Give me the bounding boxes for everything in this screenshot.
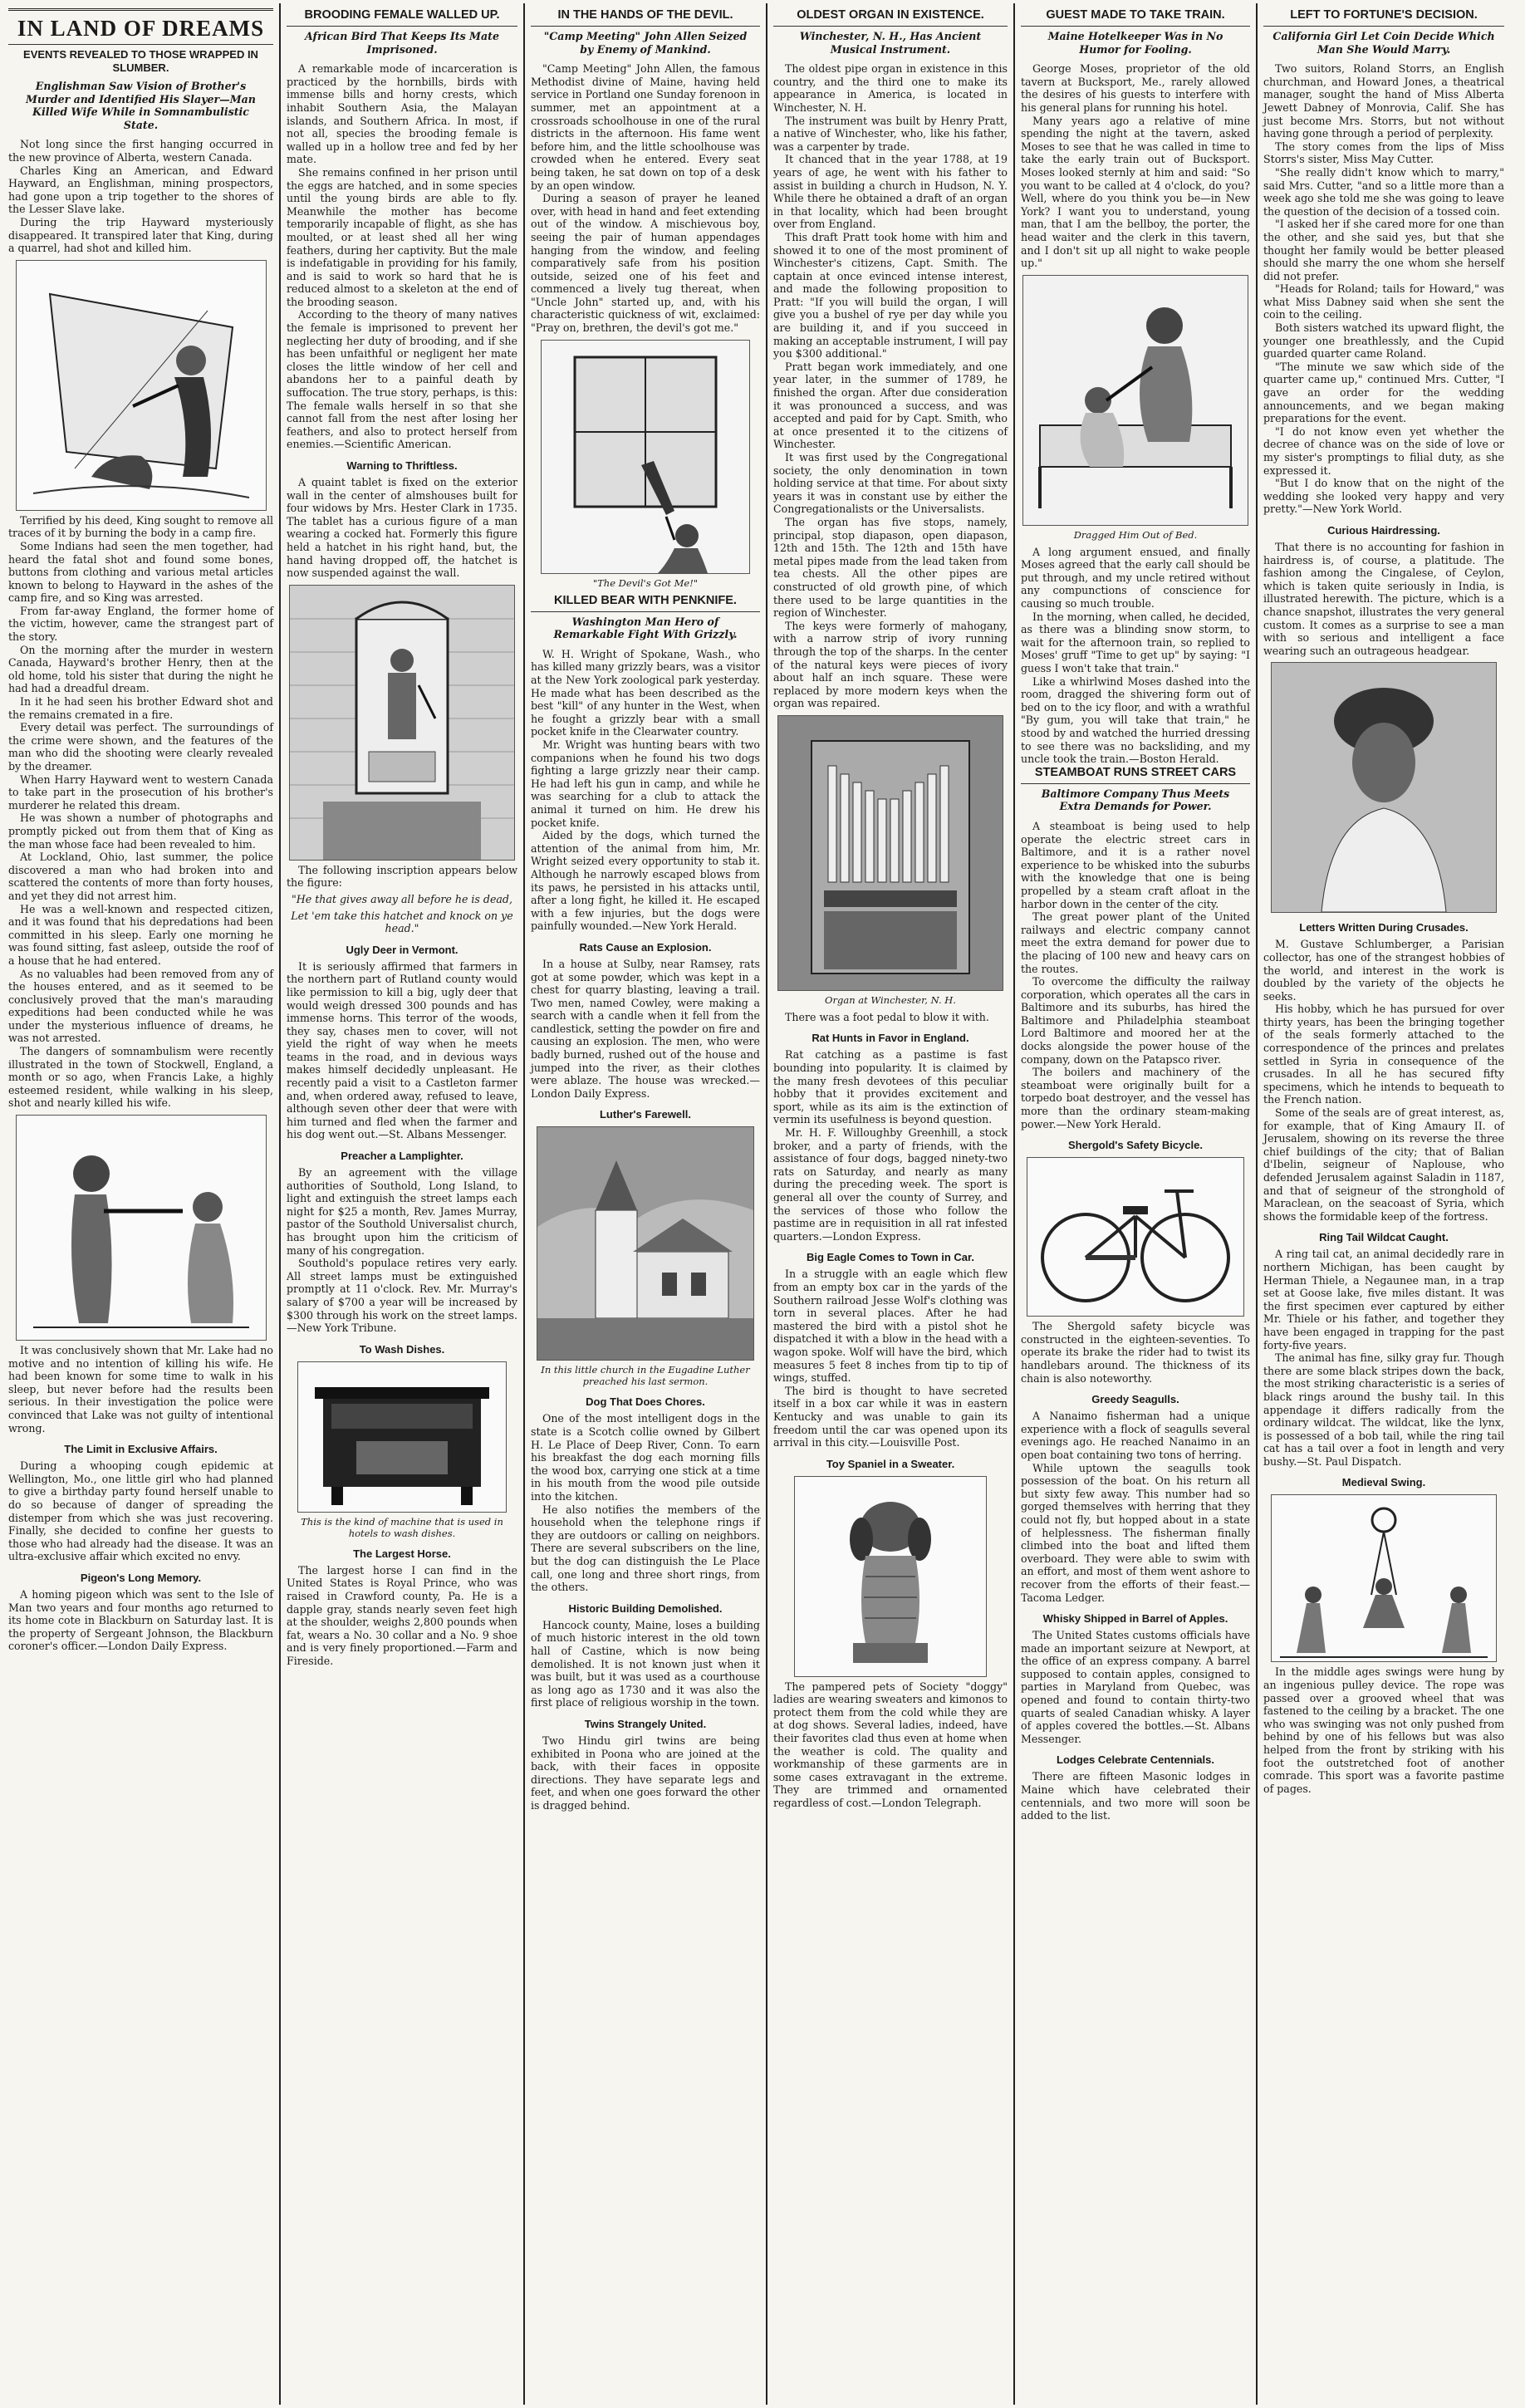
paragraph: A homing pigeon which was sent to the Isle of Man two years and four months ago returned to its home cote in Blackburn on Saturday last. It is the property of Sergeant Johnson, the Blackburn coroner's officer.—London Daily Express. [8, 1587, 273, 1653]
paragraph: To overcome the difficulty the railway corporation, which operates all the cars in Baltimore and its suburbs, has hired the Baltimore and Philadelphia steamboat Lord Baltimore and moored her at the docks alongside the power house of the company, down on the Patapsco river. [1021, 975, 1250, 1066]
illustration-bicycle [1027, 1157, 1244, 1317]
paragraph: Mr. H. F. Willoughby Greenhill, a stock broker, and a party of friends, with the assistance of four dogs, bagged ninety-two rats on Saturday, and nearly as many during the preceding week. The sport is general all over the county of Surrey, and the services of those who follow the pastime are in requisition in all rat infested quarters.—London Express. [773, 1126, 1008, 1243]
paragraph: During the trip Hayward mysteriously disappeared. It transpired later that King, during a quarrel, had shot and killed him. [8, 215, 273, 255]
subdeck: Maine Hotelkeeper Was in No Humor for Fooling. [1047, 30, 1223, 56]
paragraph: There was a foot pedal to blow it with. [785, 1010, 989, 1023]
paragraph: A Nanaimo fisherman had a unique experience with a flock of seagulls several evenings ago. He reached Nanaimo in an open boat containing two tons of herring. [1021, 1410, 1250, 1461]
headline-fortunes-decision: LEFT TO FORTUNE'S DECISION. [1263, 8, 1504, 27]
paragraph: A quaint tablet is fixed on the exterior wall in the center of almshouses built for four widows by Mrs. Hester Clark in 1735. The tablet has a curious figure of a man wearing a cocked hat. Formerly this figure held a hatchet in his right hand, but, the hand having dropped off, the hatchet is now suspended against the wall. [287, 476, 517, 580]
headline-oldest-organ: OLDEST ORGAN IN EXISTENCE. [773, 8, 1008, 27]
paragraph: A steamboat is being used to help operate the electric street cars in Baltimore, and it is a rather novel experience to be whisked into the suburbs with the knowledge that one is being propelled by a steam craft afloat in the harbor down in the center of the city. [1021, 819, 1250, 910]
headline-killed-bear: KILLED BEAR WITH PENKNIFE. [531, 594, 760, 612]
paragraph: The great power plant of the United railways and electric company cannot meet the extra demand for power due to the placing of 100 new and heavy cars on the routes. [1021, 910, 1250, 975]
paragraph: The keys were formerly of mahogany, with a narrow strip of ivory running through the top of the sharps. In the center of the natural keys were pieces of ivory about half an inch square. These were replaced by more modern keys when the organ was repaired. [773, 619, 1008, 710]
paragraph: He also notifies the members of the household when the telephone rings if they are outdoors or calling on neighbors. There are several subscribers on the line, but the dog can distinguish the Le Place call, one long and three short rings, from the others. [531, 1503, 760, 1594]
paragraph: According to the theory of many natives the female is imprisoned to prevent her neglecting her duty of brooding, and if she has been unfaithful or negligent her mate closes the little window of her cell and abandons her to a painful death by suffocation. The true story, perhaps, is this: The female walls herself in so that she cannot fall from the nest after losing her feathers, and also to protect herself from enemies.—Scientific American. [287, 308, 517, 451]
paragraph: Many years ago a relative of mine spending the night at the tavern, asked Moses to see that he was called in time to take the early train out of Bucksport. Moses looked sternly at him and said: "So you want to be called at 4 o'clock, do you? Well, where do you think you be—in New York? I want you to understand, young man, that I am the bellboy, the porter, the head waiter and the clerk in this tavern, and I don't sit up all night to wake people up." [1021, 114, 1250, 270]
paragraph: Two suitors, Roland Storrs, an English churchman, and Howard Jones, a theatrical manager, sought the hand of Miss Alberta Jewett Dabney of Monrovia, Calif. She has just become Mrs. Storrs, but not without having gone through a period of perplexity. [1263, 62, 1504, 140]
paragraph: Pratt began work immediately, and one year later, in the summer of 1789, he finished the organ. After due consideration it was pronounced a success, and was accepted and paid for by Capt. Smith, who at once presented it to the citizens of Winchester. [773, 360, 1008, 451]
paragraph: The bird is thought to have secreted itself in a box car while it was in eastern Kentucky and was unable to gain its freedom until the car was opened upon its arrival in this city.—Louisville Post. [773, 1384, 1008, 1449]
paragraph: That there is no accounting for fashion in hairdress is, of course, a platitude. The fashion among the Cingalese, of Ceylon, which is taken quite seriously in India, is illustrated herewith. The picture, which is a chance snapshot, illustrates the very general custom. It comes as a surprise to see a man with so serious and intelligent a face wearing such an outrageous headgear. [1263, 540, 1504, 657]
paragraph: As no valuables had been removed from any of the houses entered, and as it seemed to be conclusively proved that the man's marauding expeditions had been conducted while he was under the mysterious influence of dreams, he was not arrested. [8, 967, 273, 1045]
illustration-almshouse-tablet [289, 585, 515, 861]
paragraph: It was first used by the Congregational society, the only denomination in town holding service at that time. For about sixty years it was in constant use by either the Congregationalists or the Universalists. [773, 451, 1008, 516]
paragraph: Some of the seals are of great interest, as, for example, that of King Amaury II. of Jerusalem, showing on its reverse the three chief buildings of the city; that of Balian d'Ibelin, seigneur of Naplouse, who defended Jerusalem against Saladin in 1187, and that of seigneur of the stronghold of Maraclean, on the seacoast of Syria, which shows the formidable keep of the fortress. [1263, 1106, 1504, 1223]
paragraph: A ring tail cat, an animal decidedly rare in northern Michigan, has been caught by Herman Thiele, a Negaunee man, in a trap set at Goose lake, five miles distant. It was the first specimen ever captured by either Mr. Thiele or his father, and together they have been engaged in trapping for the past forty-five years. [1263, 1248, 1504, 1351]
deck: EVENTS REVEALED TO THOSE WRAPPED IN SLUMBER. [23, 48, 258, 74]
paragraph: In a struggle with an eagle which flew from an empty box car in the yards of the Southern railroad Jesse Wolf's clothing was torn in several places. After he had mastered the bird with a pistol shot he dispatched it with a blow in the head with a wagon spoke. Wolf will have the bird, which measures 5 feet 8 inches from tip to tip of wings, stuffed. [773, 1268, 1008, 1385]
paragraph: Two Hindu girl twins are being exhibited in Poona who are joined at the back, with their faces in opposite directions. They have separate legs and feet, and when one goes forward the other is dragged behind. [531, 1734, 760, 1812]
illustration-cingalese-man [1271, 662, 1497, 913]
illustration-sleepwalker [16, 1115, 267, 1341]
subheading-toy-spaniel: Toy Spaniel in a Sweater. [826, 1457, 955, 1470]
illustration-medieval-swing [1271, 1494, 1497, 1662]
paragraph: From far-away England, the former home of the victim, however, came the strangest part of the story. [8, 604, 273, 644]
paragraph: It chanced that in the year 1788, at 19 years of age, he went with his father to assist in building a church in Hudson, N. Y. While there he obtained a draft of an organ in that locality, which had been brought over from England. [773, 153, 1008, 231]
headline-guest-train: GUEST MADE TO TAKE TRAIN. [1021, 8, 1250, 27]
paragraph: The Shergold safety bicycle was constructed in the eighteen-seventies. To operate its brake the rider had to twist its handlebars around. The thickness of its chain is also noteworthy. [1021, 1320, 1250, 1385]
subheading-crusade-letters: Letters Written During Crusades. [1299, 921, 1469, 934]
illustration-organ [777, 715, 1003, 991]
paragraph: "The minute we saw which side of the quarter came up," continued Mrs. Cutter, "I gave an order for the wedding announcements, and we began making preparations for the event. [1263, 360, 1504, 425]
paragraph: He was shown a number of photographs and promptly picked out from them that of King as the man whose face had been revealed to him. [8, 812, 273, 851]
paragraph: "I asked her if she cared more for one than the other, and she said yes, but that she thought her family would be better pleased should she marry the one whom she herself did not prefer. [1263, 218, 1504, 282]
paragraph: The boilers and machinery of the steamboat were originally built for a torpedo boat destroyer, and the vessel has more than the ordinary steam-making power.—New York Herald. [1021, 1066, 1250, 1130]
paragraph: "Heads for Roland; tails for Howard," was what Miss Dabney said when she sent the coin to the ceiling. [1263, 282, 1504, 321]
subheading-largest-horse: The Largest Horse. [353, 1547, 451, 1560]
subheading-medieval-swing: Medieval Swing. [1341, 1476, 1426, 1489]
paragraph: He was a well-known and respected citizen, and it was found that his depredations had been committed in his sleep. Early one morning he was found sitting, fast asleep, outside the roof of a house that he had entered. [8, 902, 273, 967]
subheading-ugly-deer: Ugly Deer in Vermont. [346, 943, 458, 956]
paragraph: At Lockland, Ohio, last summer, the police discovered a man who had broken into and scattered the contents of more than forty houses, and yet they did not arrest him. [8, 851, 273, 902]
paragraph: The dangers of somnambulism were recently illustrated in the town of Stockwell, England, a month or so ago, when Francis Lake, a highly esteemed resident, while walking in his sleep, shot and nearly killed his wife. [8, 1045, 273, 1110]
subheading-exclusive-affairs: The Limit in Exclusive Affairs. [64, 1443, 218, 1456]
paragraph: During a whooping cough epidemic at Wellington, Mo., one little girl who had planned to give a birthday party found herself unable to do so because of danger of spreading the distemper from which she was just recovering. Finally, she decided to confine her guests to those who had already had the disease. It was an ultra-exclusive affair which excited no envy. [8, 1459, 273, 1563]
caption: Organ at Winchester, N. H. [825, 993, 956, 1006]
subdeck: California Girl Let Coin Decide Which Man She Would Marry. [1272, 30, 1495, 56]
subheading-big-eagle: Big Eagle Comes to Town in Car. [806, 1251, 974, 1264]
paragraph: It was conclusively shown that Mr. Lake had no motive and no intention of killing his wife. He had been known for some time to walk in his sleep, but never before had the results been serious. In their investigation the police were convinced that Lake was not guilty of intentional wrong. [8, 1344, 273, 1435]
paragraph: His hobby, which he has pursued for over thirty years, has been the bringing together of the seals formerly attached to the correspondence of the princes and prelates settled in Syria in consequence of the crusades. In all he has secured fifty specimens, which he intends to bequeath to the French nation. [1263, 1003, 1504, 1106]
paragraph: The following inscription appears below the figure: [287, 863, 517, 890]
subheading-preacher: Preacher a Lamplighter. [341, 1150, 463, 1163]
subdeck: "Camp Meeting" John Allen Seized by Enemy of Mankind. [543, 30, 748, 56]
inscription-line: "He that gives away all before he is dead, [292, 892, 512, 905]
paragraph: W. H. Wright of Spokane, Wash., who has killed many grizzly bears, was a visitor at the New York zoological park yesterday. He made what has been described as the best "kill" of any hunter in the West, when he fought a grizzly bear with a small pocket knife in the Clearwater country. [531, 647, 760, 738]
paragraph: The oldest pipe organ in existence in this country, and the third one to make its appearance in America, is located in Winchester, N. H. [773, 62, 1008, 114]
caption: "The Devil's Got Me!" [592, 576, 699, 589]
paragraph: Like a whirlwind Moses dashed into the room, dragged the shivering form out of bed on to the icy floor, and with a wrathful "By gum, you will take that train," he stood by and watched the hurried dressing to see there was no backsliding, and my uncle took the train.—Boston Herald. [1021, 674, 1250, 766]
paragraph: While uptown the seagulls took possession of the boat. On his return all but sixty few away. This number had so gorged themselves with herring that they could not fly, but hopped about in a state of helplessness. The fisherman finally climbed into the boat and lifted them overboard. They were able to swim with an effort, and most of them went ashore to recover from the efforts of their feast.—Tacoma Ledger. [1021, 1461, 1250, 1604]
caption: Dragged Him Out of Bed. [1073, 528, 1198, 541]
paragraph: A long argument ensued, and finally Moses agreed that the early call should be put through, and my uncle retired without any compunctions of conscience for causing so much trouble. [1021, 545, 1250, 611]
subdeck: Washington Man Hero of Remarkable Fight With Grizzly. [553, 615, 738, 641]
paragraph: Both sisters watched its upward flight, the younger one breathlessly, and the Cupid guarded quarter came Roland. [1263, 321, 1504, 360]
caption: In this little church in the Eugadine Luther preached his last sermon. [541, 1364, 750, 1388]
subheading-wildcat: Ring Tail Wildcat Caught. [1319, 1231, 1449, 1244]
paragraph: By an agreement with the village authorities of Southold, Long Island, to light and extinguish the street lamps each night for $25 a month, Rev. James Murray, pastor of the Southold Universalist church, has brought upon him the criticism of many of his congregation. [287, 1166, 517, 1257]
paragraph: The pampered pets of Society "doggy" ladies are wearing sweaters and kimonos to protect them from the cold while they are at dog shows. Several ladies, indeed, have their favorites clad thus even at home when the weather is cold. The quality and workmanship of these garments are in some cases extravagant in the extreme. They are trimmed and ornamented regardless of cost.—London Telegraph. [773, 1680, 1008, 1810]
paragraph: In the middle ages swings were hung by an ingenious pulley device. The rope was passed over a grooved wheel that was fastened to the ceiling by a bracket. The one who was swinging was not only pushed from behind by one of his fellows but was also helped from the front by striking with his foot the outstretched foot of another comrade. This sport was a favorite pastime of pages. [1263, 1665, 1504, 1795]
subheading-safety-bicycle: Shergold's Safety Bicycle. [1067, 1139, 1204, 1152]
column-2 [279, 3, 523, 2405]
subheading-historic-building: Historic Building Demolished. [568, 1601, 723, 1615]
column-1 [5, 3, 279, 2405]
paragraph: A remarkable mode of incarceration is practiced by the hornbills, birds with immense bills and horny crests, which inhabit Southern Asia, the Malayan islands, and Southern Africa. In most, if not all, species the brooding female is walled up in a hollow tree and fed by her mate. [287, 62, 517, 166]
subdeck: Baltimore Company Thus Meets Extra Demands for Power. [1041, 787, 1230, 813]
subheading-wash-dishes: To Wash Dishes. [359, 1342, 445, 1356]
subdeck: Winchester, N. H., Has Ancient Musical Instrument. [799, 30, 982, 56]
headline-brooding-female: BROODING FEMALE WALLED UP. [287, 8, 517, 27]
paragraph: Charles King an American, and Edward Hayward, an Englishman, mining prospectors, had gone upon a trip together to the shores of the Lesser Slave lake. [8, 164, 273, 216]
paragraph: In it he had seen his brother Edward shot and the remains cremated in a fire. [8, 695, 273, 721]
column-3 [523, 3, 766, 2405]
subheading-whisky-apples: Whisky Shipped in Barrel of Apples. [1042, 1612, 1228, 1626]
paragraph: "I do not know even yet whether the decree of chance was on the side of love or my sister's promptings to filial duty, as she expressed it. [1263, 424, 1504, 477]
subheading-rats-explosion: Rats Cause an Explosion. [579, 940, 712, 954]
inscription-line: Let 'em take this hatchet and knock on ye head." [291, 909, 513, 935]
subheading-lodges: Lodges Celebrate Centennials. [1057, 1753, 1214, 1767]
subdeck: African Bird That Keeps Its Mate Imprisoned. [305, 30, 499, 56]
paragraph: Terrified by his deed, King sought to remove all traces of it by burning the body in a camp fire. [8, 513, 273, 540]
paragraph: In a house at Sulby, near Ramsey, rats got at some powder, which was kept in a chest for quarry blasting, leaving a trail. Two men, named Cowley, were making a search with a candle when it fell from the candlestick, setting the powder on fire and causing an explosion. The men, who were badly burned, rushed out of the house and jumped into the river, as their clothes were ablaze. The house was wrecked.—London Daily Express. [531, 957, 760, 1100]
illustration-spaniel [794, 1476, 987, 1677]
subheading-luthers-farewell: Luther's Farewell. [599, 1108, 691, 1121]
paragraph: One of the most intelligent dogs in the state is a Scotch collie owned by Gilbert H. Le Place of Deep River, Conn. To earn his breakfast the dog each morning fills the wood box, carrying one stick at a time in his mouth from the wood pile outside into the kitchen. [531, 1412, 760, 1503]
subheading-pigeon: Pigeon's Long Memory. [80, 1571, 202, 1584]
subheading-hairdressing: Curious Hairdressing. [1327, 523, 1440, 537]
subheading-thriftless: Warning to Thriftless. [346, 459, 458, 472]
subheading-dog-chores: Dog That Does Chores. [586, 1395, 705, 1409]
column-4 [766, 3, 1013, 2405]
paragraph: Mr. Wright was hunting bears with two companions when he found his two dogs fighting a large grizzly near their camp. He had left his gun in camp, and while he was searching for a club to attack the animal it turned on him. He drew his pocket knife. [531, 738, 760, 829]
paragraph: "Camp Meeting" John Allen, the famous Methodist divine of Maine, having held service in Portland one Sunday forenoon in summer, met an appointment at a crossroads schoolhouse in one of the rural districts in the afternoon. His fame went before him, and the little schoolhouse was crowded when he entered. Every seat being taken, he sat down on top of a desk by an open window. [531, 62, 760, 192]
subheading-greedy-seagulls: Greedy Seagulls. [1091, 1393, 1179, 1406]
paragraph: "She really didn't know which to marry," said Mrs. Cutter, "and so a little more than a week ago she told me she was going to leave the question of the decision of a tossed coin. [1263, 165, 1504, 218]
subdeck: Englishman Saw Vision of Brother's Murder and Identified His Slayer—Man Killed Wife While in Somnambulistic State. [26, 80, 256, 131]
illustration-devils-got-me [541, 340, 750, 574]
subheading-rat-hunts: Rat Hunts in Favor in England. [812, 1032, 969, 1045]
paragraph: George Moses, proprietor of the old tavern at Bucksport, Me., rarely allowed the desires of his guests to interfere with his general plans for running his hotel. [1021, 62, 1250, 114]
paragraph: On the morning after the murder in western Canada, Hayward's brother Henry, then at the old home, told his sister that during the night he had had a dreadful dream. [8, 643, 273, 695]
subheading-twins: Twins Strangely United. [584, 1717, 707, 1730]
paragraph: The instrument was built by Henry Pratt, a native of Winchester, who, like his father, was a carpenter by trade. [773, 114, 1008, 153]
paragraph: Aided by the dogs, which turned the attention of the animal from him, Mr. Wright seized every opportunity to stab it. Although he narrowly escaped blows from its paws, he persisted in his attacks until, after a long fight, he killed it. He escaped with a few injuries, but the dogs were painfully wounded.—New York Herald. [531, 829, 760, 933]
paragraph: Some Indians had seen the men together, had heard the fatal shot and found some bones, buttons from clothing and various metal articles known to belong to Hayward in the ashes of the camp fire, and so King was arrested. [8, 539, 273, 605]
paragraph: It is seriously affirmed that farmers in the northern part of Rutland county would like permission to kill a big, ugly deer that would weigh dressed 300 pounds and has immense horns. This terror of the woods, they say, chases men to cover, will not yield the right of way when he meets teams in the road, and in devious ways makes himself decidedly unpleasant. He recently paid a visit to a Castleton farmer and, when ordered away, refused to leave, although seven other deer that were with him turned and fled when the farmer and his dog went out.—St. Albans Messenger. [287, 959, 517, 1141]
headline-land-of-dreams: IN LAND OF DREAMS [8, 8, 273, 45]
paragraph: M. Gustave Schlumberger, a Parisian collector, has one of the strangest hobbies of the world, and interest in the work is doubled by the variety of the objects he seeks. [1263, 938, 1504, 1003]
headline-steamboat: STEAMBOAT RUNS STREET CARS [1021, 766, 1250, 784]
illustration-dream-shooting [16, 260, 267, 511]
paragraph: Every detail was perfect. The surroundings of the crime were shown, and the features of the man who did the shooting were clearly revealed by the dreamer. [8, 721, 273, 772]
paragraph: This draft Pratt took home with him and showed it to one of the most prominent of Winchester's citizens, Capt. Smith. The captain at once evinced intense interest, and made the following proposition to Pratt: "If you will build the organ, I will give you a bushel of rye per day while you are building it, and if you succeed in making an acceptable instrument, I will pay you $300 additional." [773, 230, 1008, 360]
paragraph: Hancock county, Maine, loses a building of much historic interest in the old town hall of Castine, which is now being demolished. It is not known just when it was built, but it was used as a courthouse as long ago as 1730 and it was also the first place of religious worship in the town. [531, 1618, 760, 1709]
illustration-dishwasher [297, 1361, 507, 1513]
paragraph: She remains confined in her prison until the eggs are hatched, and in some species until the young birds are able to fly. Meanwhile the mother has become temporarily incapable of flight, as she has moulted, or at least shed all her wing feathers, during her captivity. But the male is indefatigable in providing for his family, and is said to work so hard that he is reduced almost to a skeleton at the end of the brooding season. [287, 165, 517, 308]
paragraph: The story comes from the lips of Miss Storrs's sister, Miss May Cutter. [1263, 140, 1504, 166]
paragraph: The animal has fine, silky gray fur. Though there are some black stripes down the back, the most striking characteristic is a series of black rings around the bushy tail. In this appendage it differs radically from the ordinary wildcat. The wildcat, like the lynx, is possessed of a bob tail, while the ring tail cat has a tail over a foot in length and very bushy.—St. Paul Dispatch. [1263, 1351, 1504, 1468]
column-5 [1013, 3, 1256, 2405]
paragraph: The largest horse I can find in the United States is Royal Prince, who was raised in Crawford county, Pa. He is a dapple gray, stands nearly seven feet high at the shoulder, weighs 2,800 pounds when fat, wears a No. 30 collar and a No. 9 shoe and is very finely proportioned.—Farm and Fireside. [287, 1563, 517, 1667]
paragraph: When Harry Hayward went to western Canada to take part in the prosecution of his brother's murderer he related this dream. [8, 772, 273, 812]
column-grid [5, 3, 1520, 2405]
paragraph: Southold's populace retires very early. All street lamps must be extinguished promptly at 11 o'clock. Rev. Mr. Murray's salary of $700 a year will be increased by $300 through his work on the street lamps.—New York Tribune. [287, 1257, 517, 1335]
paragraph: Not long since the first hanging occurred in the new province of Alberta, western Canada. [8, 138, 273, 164]
paragraph: There are fifteen Masonic lodges in Maine which have celebrated their centennials, and two more will soon be added to the list. [1021, 1770, 1250, 1822]
paragraph: The United States customs officials have made an important seizure at Newport, at the office of an express company. A barrel supposed to contain apples, consigned to parties in Maryland from Quebec, was opened and found to contain thirty-two quarts of sealed Canadian whisky. A layer of apples covered the bottles.—St. Albans Messenger. [1021, 1629, 1250, 1745]
paragraph: In the morning, when called, he decided, as there was a blinding snow storm, to wait for the afternoon train, so replied to Moses' gruff "Time to get up" by saying: "I guess I won't take that train." [1021, 610, 1250, 675]
column-6 [1256, 3, 1510, 2405]
headline-hands-of-devil: IN THE HANDS OF THE DEVIL. [531, 8, 760, 27]
paragraph: During a season of prayer he leaned over, with head in hand and feet extending out of the window. A mischievous boy, seeing the pair of human appendages hanging from the window, and feeling comparatively safe from his position outside, seized one of his feet and commenced a lively tug thereat, when "Uncle John" started up, and, with his characteristic quickness of wit, exclaimed: "Pray on, brethren, the devil's got me." [531, 192, 760, 335]
paragraph: The organ has five stops, namely, principal, stop diapason, open diapason, 12th and 15th. The 12th and 15th have metal pipes made from the lead taken from tea chests. All the other pipes are constructed of old growth pine, of which there used to be large quantities in the region of Winchester. [773, 515, 1008, 620]
illustration-church [537, 1126, 754, 1361]
illustration-dragged-from-bed [1022, 275, 1248, 526]
caption: This is the kind of machine that is used in hotels to wash dishes. [301, 1515, 503, 1539]
paragraph: "But I do know that on the night of the wedding she looked very happy and very pretty."—New York World. [1263, 477, 1504, 516]
paragraph: Rat catching as a pastime is fast bounding into popularity. It is claimed by the many fresh devotees of this peculiar hobby that it provides excitement and sport, while as its aim is the extinction of vermin its usefulness is beyond question. [773, 1048, 1008, 1126]
